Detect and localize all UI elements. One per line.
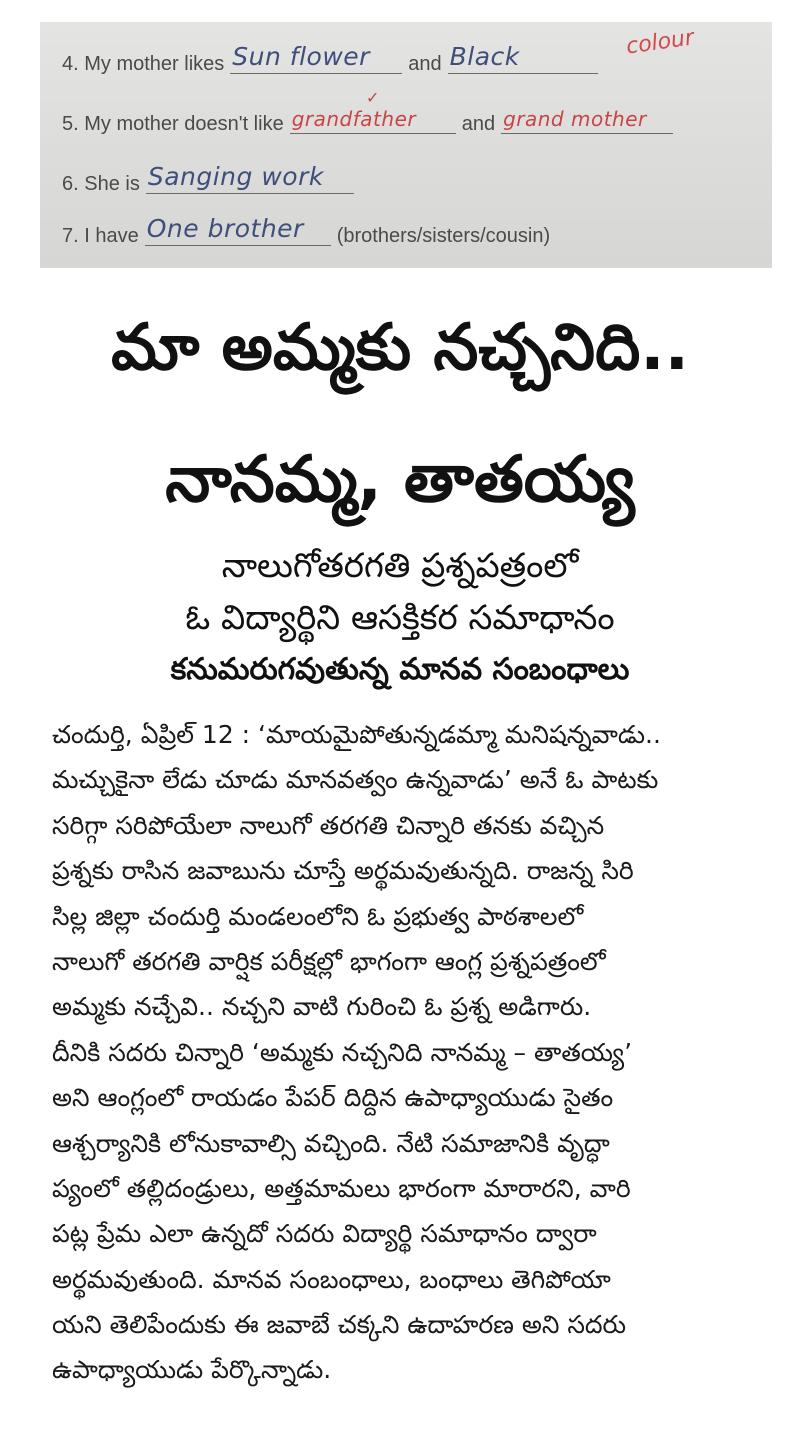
article-line: ఉపాధ్యాయుడు పేర్కొన్నాడు. bbox=[52, 1355, 332, 1385]
question-5-prefix: 5. My mother doesn't like bbox=[62, 113, 284, 135]
question-5-answer-1: grandfather bbox=[291, 107, 417, 131]
article-line: సిల్ల జిల్లా చందుర్తి మండలంలోని ఓ ప్రభుత్వ పాఠశాలలో bbox=[52, 901, 584, 931]
article-body bbox=[52, 712, 764, 1393]
question-5-middle: and bbox=[461, 113, 496, 135]
subheadline-line-3: కనుమరుగవుతున్న మానవ సంబంధాలు bbox=[170, 652, 630, 687]
question-4-answer-2: Black bbox=[449, 42, 520, 71]
article-line: సరిగ్గా సరిపోయేలా నాలుగో తరగతి చిన్నారి తనకు వచ్చిన bbox=[52, 810, 605, 840]
question-6-answer-1: Sanging work bbox=[147, 162, 324, 191]
article-line: మచ్చుకైనా లేడు చూడు మానవత్వం ఉన్నవాడు’ అనే ఓ పాటకు bbox=[52, 765, 659, 795]
question-7-suffix: (brothers/sisters/cousin) bbox=[336, 225, 551, 247]
question-4-red-note: colour bbox=[624, 25, 696, 60]
worksheet-question-6 bbox=[62, 160, 360, 200]
article-line: అని ఆంగ్లంలో రాయడం పేపర్ దిద్దిన ఉపాధ్యాయుడు సైతం bbox=[52, 1083, 614, 1113]
question-6-prefix: 6. She is bbox=[62, 173, 140, 195]
headline-line-2: నానమ్మ, తాతయ్య bbox=[165, 443, 635, 517]
article-line: ప్యంలో తల్లిదండ్రులు, అత్తమామలు భారంగా మారారని, వారి bbox=[52, 1173, 631, 1203]
question-6-blank-1 bbox=[146, 159, 354, 194]
question-5-answer-2: grand mother bbox=[503, 107, 647, 131]
question-7-answer-1: One brother bbox=[146, 214, 304, 243]
question-4-answer-1: Sun flower bbox=[232, 42, 370, 71]
subheadline-line-2: ఓ విద్యార్థిని ఆసక్తికర సమాధానం bbox=[185, 598, 615, 638]
question-4-blank-2 bbox=[448, 39, 598, 74]
subheadline-line-1: నాలుగోతరగతి ప్రశ్నపత్రంలో bbox=[221, 546, 579, 586]
article-line: అమ్మకు నచ్చేవి.. నచ్చని వాటి గురించి ఓ ప్రశ్న అడిగారు. bbox=[52, 992, 592, 1022]
question-4-blank-1 bbox=[230, 39, 402, 74]
article-line: ఆశ్చర్యానికి లోనుకావాల్సి వచ్చింది. నేటి సమాజానికి వృద్ధా bbox=[52, 1128, 610, 1158]
article-line: అర్థమవుతుంది. మానవ సంబంధాలు, బంధాలు తెగిపోయా bbox=[52, 1264, 611, 1294]
article-line: దీనికి సదరు చిన్నారి ‘అమ్మకు నచ్చనిది నానమ్మ – తాతయ్య’ bbox=[52, 1037, 633, 1067]
article-line: ప్రశ్నకు రాసిన జవాబును చూస్తే అర్థమవుతున్నది. రాజన్న సిరి bbox=[52, 856, 634, 886]
question-7-blank-1 bbox=[145, 211, 331, 246]
worksheet-question-7 bbox=[62, 212, 550, 252]
article-line: నాలుగో తరగతి వార్షిక పరీక్షల్లో భాగంగా ఆంగ్ల ప్రశ్నపత్రంలో bbox=[52, 946, 606, 976]
article-line: యని తెలిపేందుకు ఈ జవాబే చక్కని ఉదాహరణ అని సదరు bbox=[52, 1310, 627, 1340]
article-line: చందుర్తి, ఏప్రిల్ 12 : ‘మాయమైపోతున్నడమ్మా మనిషన్నవాడు.. bbox=[52, 720, 661, 749]
red-tick-icon: ✓ bbox=[366, 88, 380, 107]
worksheet-question-4 bbox=[62, 40, 604, 80]
question-7-prefix: 7. I have bbox=[62, 225, 139, 247]
question-4-middle: and bbox=[408, 53, 442, 75]
question-5-blank-2 bbox=[501, 99, 673, 134]
article-line: పట్ల ప్రేమ ఎలా ఉన్నదో సదరు విద్యార్థి సమాధానం ద్వారా bbox=[52, 1219, 597, 1249]
worksheet-photo bbox=[40, 22, 772, 268]
question-4-prefix: 4. My mother likes bbox=[62, 53, 225, 75]
headline-line-1: మా అమ్మకు నచ్చనిది.. bbox=[111, 311, 689, 385]
